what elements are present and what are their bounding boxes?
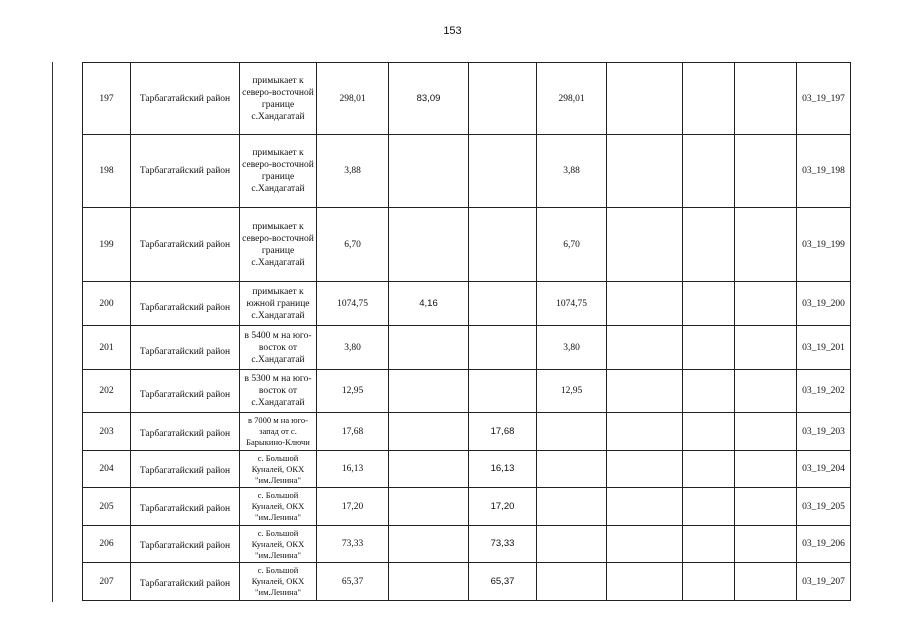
location-cell: в 5400 м на юго-восток от с.Хандагатай: [240, 326, 317, 370]
empty-cell: [607, 326, 683, 370]
empty-cell: [683, 488, 735, 526]
area-cell: 73,33: [317, 526, 389, 563]
empty-cell: [683, 135, 735, 208]
value-cell-b: [389, 526, 469, 563]
value-cell-c: 73,33: [469, 526, 537, 563]
code-cell: 03_19_197: [797, 63, 851, 135]
empty-cell: [607, 563, 683, 601]
code-cell: 03_19_200: [797, 282, 851, 326]
table-row: [83, 526, 851, 563]
value-cell-d: 3,88: [537, 135, 607, 208]
land-plots-table: [82, 62, 851, 601]
area-cell: 298,01: [317, 63, 389, 135]
value-cell-c: [469, 326, 537, 370]
value-cell-d: 6,70: [537, 208, 607, 282]
value-cell-d: 12,95: [537, 370, 607, 413]
empty-cell: [607, 526, 683, 563]
empty-cell: [735, 563, 797, 601]
district-cell: Тарбагатайский район: [131, 563, 240, 601]
code-cell: 03_19_199: [797, 208, 851, 282]
empty-cell: [735, 488, 797, 526]
code-cell: 03_19_201: [797, 326, 851, 370]
code-cell: 03_19_204: [797, 451, 851, 488]
row-number: 203: [83, 413, 131, 451]
empty-cell: [683, 63, 735, 135]
margin-rule: [52, 62, 53, 602]
empty-cell: [735, 413, 797, 451]
value-cell-c: 16,13: [469, 451, 537, 488]
empty-cell: [683, 451, 735, 488]
district-cell: Тарбагатайский район: [131, 488, 240, 526]
empty-cell: [683, 370, 735, 413]
area-cell: 17,20: [317, 488, 389, 526]
location-cell: примыкает к южной границе с.Хандагатай: [240, 282, 317, 326]
area-cell: 3,80: [317, 326, 389, 370]
row-number: 207: [83, 563, 131, 601]
empty-cell: [683, 413, 735, 451]
value-cell-c: [469, 282, 537, 326]
empty-cell: [735, 135, 797, 208]
empty-cell: [735, 63, 797, 135]
location-cell: примыкает к северо-восточной границе с.Хандагатай: [240, 208, 317, 282]
table-row: [83, 135, 851, 208]
district-cell: Тарбагатайский район: [131, 451, 240, 488]
empty-cell: [683, 326, 735, 370]
district-cell: Тарбагатайский район: [131, 326, 240, 370]
table-row: [83, 413, 851, 451]
empty-cell: [683, 563, 735, 601]
district-cell: Тарбагатайский район: [131, 135, 240, 208]
empty-cell: [607, 135, 683, 208]
empty-cell: [735, 326, 797, 370]
value-cell-d: [537, 488, 607, 526]
empty-cell: [683, 282, 735, 326]
location-cell: примыкает к северо-восточной границе с.Хандагатай: [240, 63, 317, 135]
value-cell-b: [389, 135, 469, 208]
value-cell-b: [389, 451, 469, 488]
value-cell-b: [389, 208, 469, 282]
value-cell-c: [469, 135, 537, 208]
row-number: 199: [83, 208, 131, 282]
empty-cell: [735, 282, 797, 326]
empty-cell: [607, 63, 683, 135]
value-cell-b: [389, 370, 469, 413]
row-number: 204: [83, 451, 131, 488]
row-number: 201: [83, 326, 131, 370]
value-cell-c: [469, 63, 537, 135]
value-cell-c: [469, 370, 537, 413]
location-cell: с. Большой Куналей, ОКХ "им.Ленина": [240, 488, 317, 526]
area-cell: 12,95: [317, 370, 389, 413]
value-cell-d: [537, 563, 607, 601]
value-cell-b: 4,16: [389, 282, 469, 326]
empty-cell: [607, 208, 683, 282]
row-number: 200: [83, 282, 131, 326]
area-cell: 3,88: [317, 135, 389, 208]
empty-cell: [683, 208, 735, 282]
district-cell: Тарбагатайский район: [131, 413, 240, 451]
value-cell-b: [389, 563, 469, 601]
value-cell-b: [389, 326, 469, 370]
location-cell: с. Большой Куналей, ОКХ "им.Ленина": [240, 563, 317, 601]
area-cell: 16,13: [317, 451, 389, 488]
code-cell: 03_19_205: [797, 488, 851, 526]
value-cell-b: [389, 413, 469, 451]
table-row: [83, 563, 851, 601]
district-cell: Тарбагатайский район: [131, 370, 240, 413]
row-number: 206: [83, 526, 131, 563]
area-cell: 17,68: [317, 413, 389, 451]
table-row: [83, 326, 851, 370]
district-cell: Тарбагатайский район: [131, 526, 240, 563]
empty-cell: [607, 488, 683, 526]
area-cell: 65,37: [317, 563, 389, 601]
value-cell-b: 83,09: [389, 63, 469, 135]
area-cell: 1074,75: [317, 282, 389, 326]
empty-cell: [735, 370, 797, 413]
value-cell-c: 17,20: [469, 488, 537, 526]
area-cell: 6,70: [317, 208, 389, 282]
empty-cell: [735, 526, 797, 563]
value-cell-c: [469, 208, 537, 282]
location-cell: с. Большой Куналей, ОКХ "им.Ленина": [240, 451, 317, 488]
row-number: 197: [83, 63, 131, 135]
empty-cell: [607, 370, 683, 413]
empty-cell: [607, 413, 683, 451]
table-row: [83, 208, 851, 282]
value-cell-d: [537, 413, 607, 451]
location-cell: в 5300 м на юго-восток от с.Хандагатай: [240, 370, 317, 413]
empty-cell: [607, 282, 683, 326]
code-cell: 03_19_207: [797, 563, 851, 601]
row-number: 205: [83, 488, 131, 526]
table-row: [83, 370, 851, 413]
page-number: 153: [443, 25, 462, 37]
value-cell-d: 3,80: [537, 326, 607, 370]
code-cell: 03_19_198: [797, 135, 851, 208]
code-cell: 03_19_203: [797, 413, 851, 451]
location-cell: примыкает к северо-восточной границе с.Хандагатай: [240, 135, 317, 208]
row-number: 198: [83, 135, 131, 208]
value-cell-c: 17,68: [469, 413, 537, 451]
value-cell-d: [537, 526, 607, 563]
value-cell-d: [537, 451, 607, 488]
table-row: [83, 282, 851, 326]
value-cell-d: 1074,75: [537, 282, 607, 326]
table-row: [83, 63, 851, 135]
district-cell: Тарбагатайский район: [131, 282, 240, 326]
empty-cell: [607, 451, 683, 488]
code-cell: 03_19_202: [797, 370, 851, 413]
row-number: 202: [83, 370, 131, 413]
table-row: [83, 451, 851, 488]
location-cell: в 7000 м на юго-запад от с. Барыкино-Ключи: [240, 413, 317, 451]
district-cell: Тарбагатайский район: [131, 63, 240, 135]
district-cell: Тарбагатайский район: [131, 208, 240, 282]
empty-cell: [683, 526, 735, 563]
table-row: [83, 488, 851, 526]
value-cell-c: 65,37: [469, 563, 537, 601]
code-cell: 03_19_206: [797, 526, 851, 563]
empty-cell: [735, 208, 797, 282]
value-cell-b: [389, 488, 469, 526]
empty-cell: [735, 451, 797, 488]
value-cell-d: 298,01: [537, 63, 607, 135]
location-cell: с. Большой Куналей, ОКХ "им.Ленина": [240, 526, 317, 563]
